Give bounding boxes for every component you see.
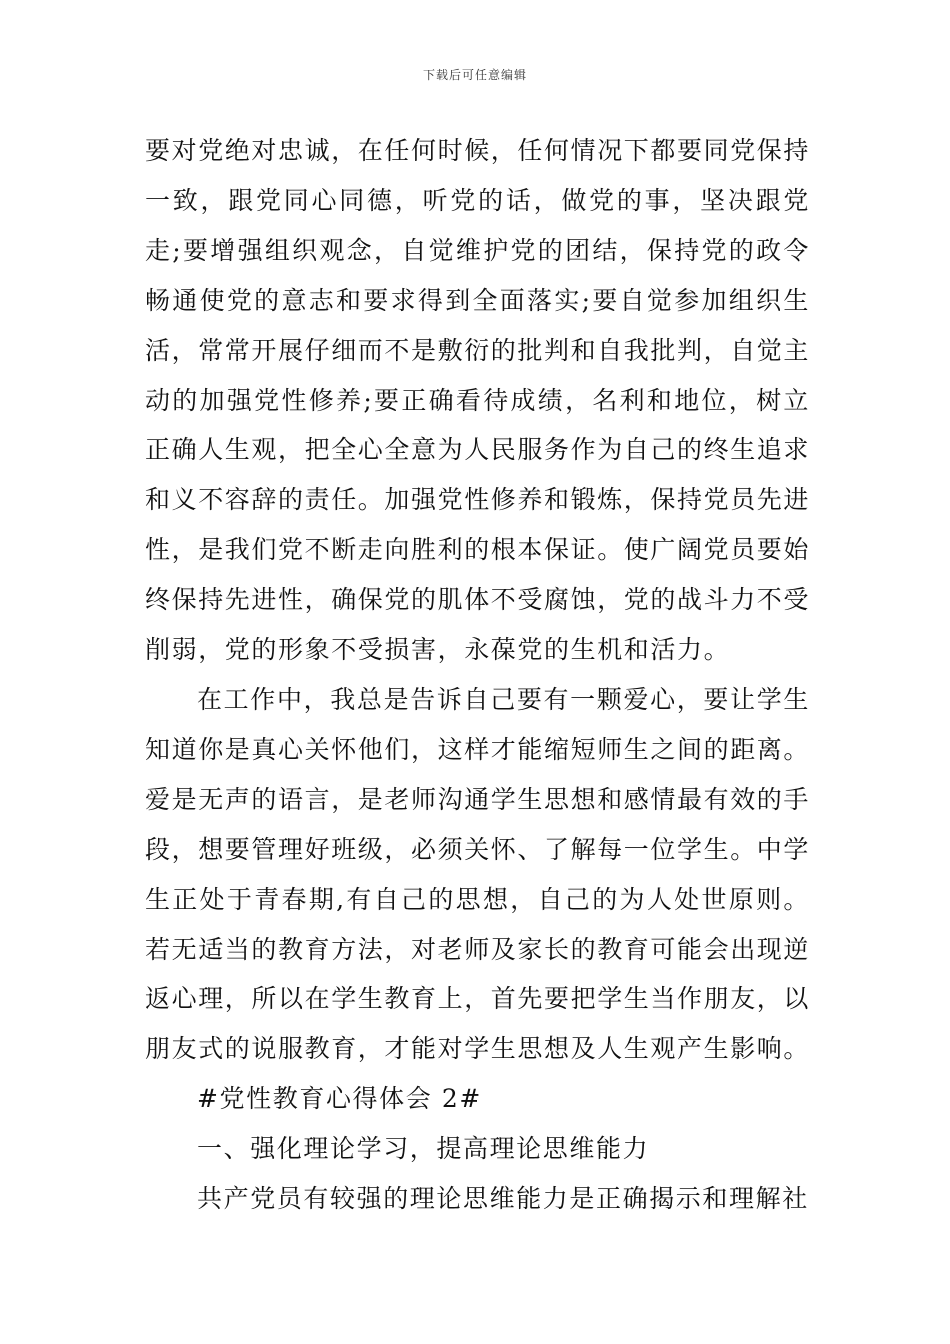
section-title: #党性教育心得体会 2# [197,1084,482,1114]
page-header-note: 下载后可任意编辑 [422,68,527,82]
document-body [145,126,810,1224]
paragraph-theory-start: 共产党员有较强的理论思维能力是正确揭示和理解社 [197,1184,809,1214]
paragraph-continued: 要对党绝对忠诚，在任何时候，任何情况下都要同党保持一致，跟党同心同德，听党的话，做党的事，坚决跟党走;要增强组织观念，自觉维护党的团结，保持党的政令畅通使党的意志和要求得到全面落实;要自觉参加组织生活，常常开展仔细而不是敷衍的批判和自我批判，自觉主动的加强党性修养;要正确看待成绩，名利和地位，树立正确人生观，把全心全意为人民服务作为自己的终生追求和义不容辞的责任。加强党性修养和锻炼，保持党员先进性，是我们党不断走向胜利的根本保证。使广阔党员要始终保持先进性，确保党的肌体不受腐蚀，党的战斗力不受削弱，党的形象不受损害，永葆党的生机和活力。 [145,136,811,665]
subsection-heading: 一、强化理论学习，提高理论思维能力 [197,1134,650,1164]
paragraph-teaching: 在工作中，我总是告诉自己要有一颗爱心，要让学生知道你是真心关怀他们，这样才能缩短师生之间的距离。爱是无声的语言，是老师沟通学生思想和感情最有效的手段，想要管理好班级，必须关怀、了解每一位学生。中学生正处于青春期,有自己的思想，自己的为人处世原则。若无适当的教育方法，对老师及家长的教育可能会出现逆返心理，所以在学生教育上，首先要把学生当作朋友，以朋友式的说服教育，才能对学生思想及人生观产生影响。 [145,684,811,1064]
